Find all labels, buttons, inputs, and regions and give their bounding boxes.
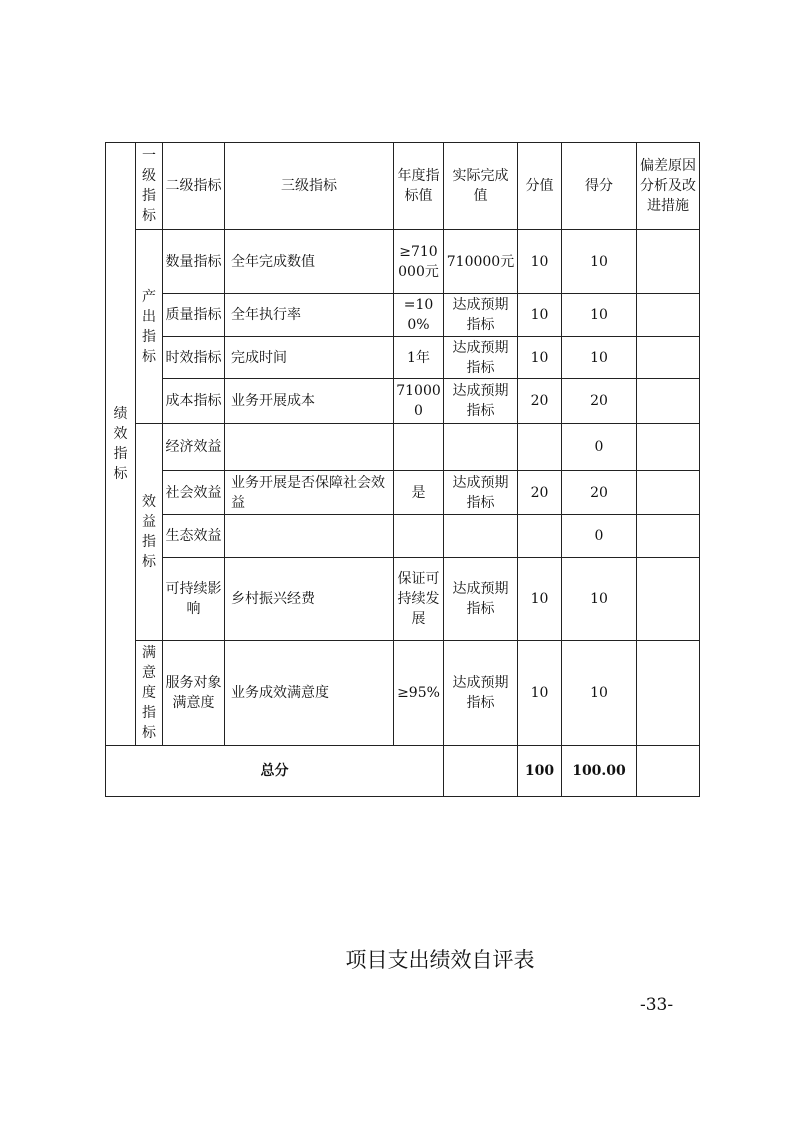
cell-target: ≥710000元 bbox=[394, 230, 444, 294]
cell-score: 10 bbox=[562, 294, 637, 337]
header-remarks: 偏差原因分析及改进措施 bbox=[637, 143, 700, 230]
cell-remarks bbox=[637, 515, 700, 558]
cell-weight bbox=[518, 424, 562, 471]
cell-remarks bbox=[637, 558, 700, 641]
cell-l2: 经济效益 bbox=[163, 424, 225, 471]
cell-l2: 服务对象满意度 bbox=[163, 641, 225, 746]
total-actual bbox=[444, 746, 518, 797]
cell-remarks bbox=[637, 379, 700, 424]
header-level3: 三级指标 bbox=[225, 143, 394, 230]
header-level2: 二级指标 bbox=[163, 143, 225, 230]
cell-weight: 10 bbox=[518, 558, 562, 641]
cell-weight: 10 bbox=[518, 230, 562, 294]
cell-weight: 20 bbox=[518, 379, 562, 424]
cell-target: 1年 bbox=[394, 337, 444, 379]
cell-actual bbox=[444, 515, 518, 558]
cell-l3 bbox=[225, 424, 394, 471]
cell-l3: 乡村振兴经费 bbox=[225, 558, 394, 641]
table-row bbox=[106, 230, 700, 294]
table-row bbox=[106, 337, 700, 379]
cell-weight: 10 bbox=[518, 337, 562, 379]
cell-remarks bbox=[637, 294, 700, 337]
cell-l2: 数量指标 bbox=[163, 230, 225, 294]
cell-target bbox=[394, 424, 444, 471]
header-level1: 一级指标 bbox=[136, 143, 163, 230]
cell-l2: 质量指标 bbox=[163, 294, 225, 337]
cell-remarks bbox=[637, 471, 700, 515]
cell-l2: 时效指标 bbox=[163, 337, 225, 379]
cell-remarks bbox=[637, 424, 700, 471]
header-actual: 实际完成值 bbox=[444, 143, 518, 230]
table-row bbox=[106, 641, 700, 746]
cell-l2: 成本指标 bbox=[163, 379, 225, 424]
cell-target: 710000 bbox=[394, 379, 444, 424]
cell-target: 保证可持续发展 bbox=[394, 558, 444, 641]
cell-score: 10 bbox=[562, 641, 637, 746]
table-row bbox=[106, 424, 700, 471]
cell-target: =100% bbox=[394, 294, 444, 337]
cell-actual: 710000元 bbox=[444, 230, 518, 294]
cell-actual: 达成预期指标 bbox=[444, 471, 518, 515]
cell-actual: 达成预期指标 bbox=[444, 558, 518, 641]
total-row bbox=[106, 746, 700, 797]
header-row bbox=[106, 143, 700, 230]
header-score: 得分 bbox=[562, 143, 637, 230]
cell-remarks bbox=[637, 230, 700, 294]
table-row bbox=[106, 379, 700, 424]
table-row bbox=[106, 294, 700, 337]
cell-target: 是 bbox=[394, 471, 444, 515]
form-title: 项目支出绩效自评表 bbox=[345, 948, 535, 972]
header-weight: 分值 bbox=[518, 143, 562, 230]
header-target: 年度指标值 bbox=[394, 143, 444, 230]
table-row bbox=[106, 558, 700, 641]
cell-l2: 生态效益 bbox=[163, 515, 225, 558]
cell-actual bbox=[444, 424, 518, 471]
cell-actual: 达成预期指标 bbox=[444, 379, 518, 424]
cell-weight: 10 bbox=[518, 294, 562, 337]
cell-score: 0 bbox=[562, 515, 637, 558]
cell-score: 20 bbox=[562, 379, 637, 424]
cell-l3: 业务开展成本 bbox=[225, 379, 394, 424]
cell-l3: 全年完成数值 bbox=[225, 230, 394, 294]
table-row bbox=[106, 471, 700, 515]
cell-l3: 完成时间 bbox=[225, 337, 394, 379]
cell-remarks bbox=[637, 337, 700, 379]
cell-actual: 达成预期指标 bbox=[444, 294, 518, 337]
cell-actual: 达成预期指标 bbox=[444, 337, 518, 379]
cell-score: 0 bbox=[562, 424, 637, 471]
cell-l2: 社会效益 bbox=[163, 471, 225, 515]
total-label: 总分 bbox=[106, 746, 444, 797]
cell-weight: 20 bbox=[518, 471, 562, 515]
cell-weight bbox=[518, 515, 562, 558]
cell-target bbox=[394, 515, 444, 558]
category-cell: 绩效指标 bbox=[106, 143, 136, 746]
cell-l3 bbox=[225, 515, 394, 558]
group-output: 产出指标 bbox=[136, 230, 163, 424]
page-number: -33- bbox=[640, 995, 674, 1015]
cell-score: 20 bbox=[562, 471, 637, 515]
cell-score: 10 bbox=[562, 337, 637, 379]
cell-target: ≥95% bbox=[394, 641, 444, 746]
performance-table bbox=[105, 142, 700, 797]
table-row bbox=[106, 515, 700, 558]
cell-l2: 可持续影响 bbox=[163, 558, 225, 641]
group-satisfaction: 满意度指标 bbox=[136, 641, 163, 746]
cell-remarks bbox=[637, 641, 700, 746]
cell-score: 10 bbox=[562, 230, 637, 294]
total-score: 100.00 bbox=[562, 746, 637, 797]
cell-l3: 业务成效满意度 bbox=[225, 641, 394, 746]
cell-actual: 达成预期指标 bbox=[444, 641, 518, 746]
cell-weight: 10 bbox=[518, 641, 562, 746]
total-remarks bbox=[637, 746, 700, 797]
group-effect: 效益指标 bbox=[136, 424, 163, 641]
total-weight: 100 bbox=[518, 746, 562, 797]
cell-score: 10 bbox=[562, 558, 637, 641]
cell-l3: 全年执行率 bbox=[225, 294, 394, 337]
cell-l3: 业务开展是否保障社会效益 bbox=[225, 471, 394, 515]
